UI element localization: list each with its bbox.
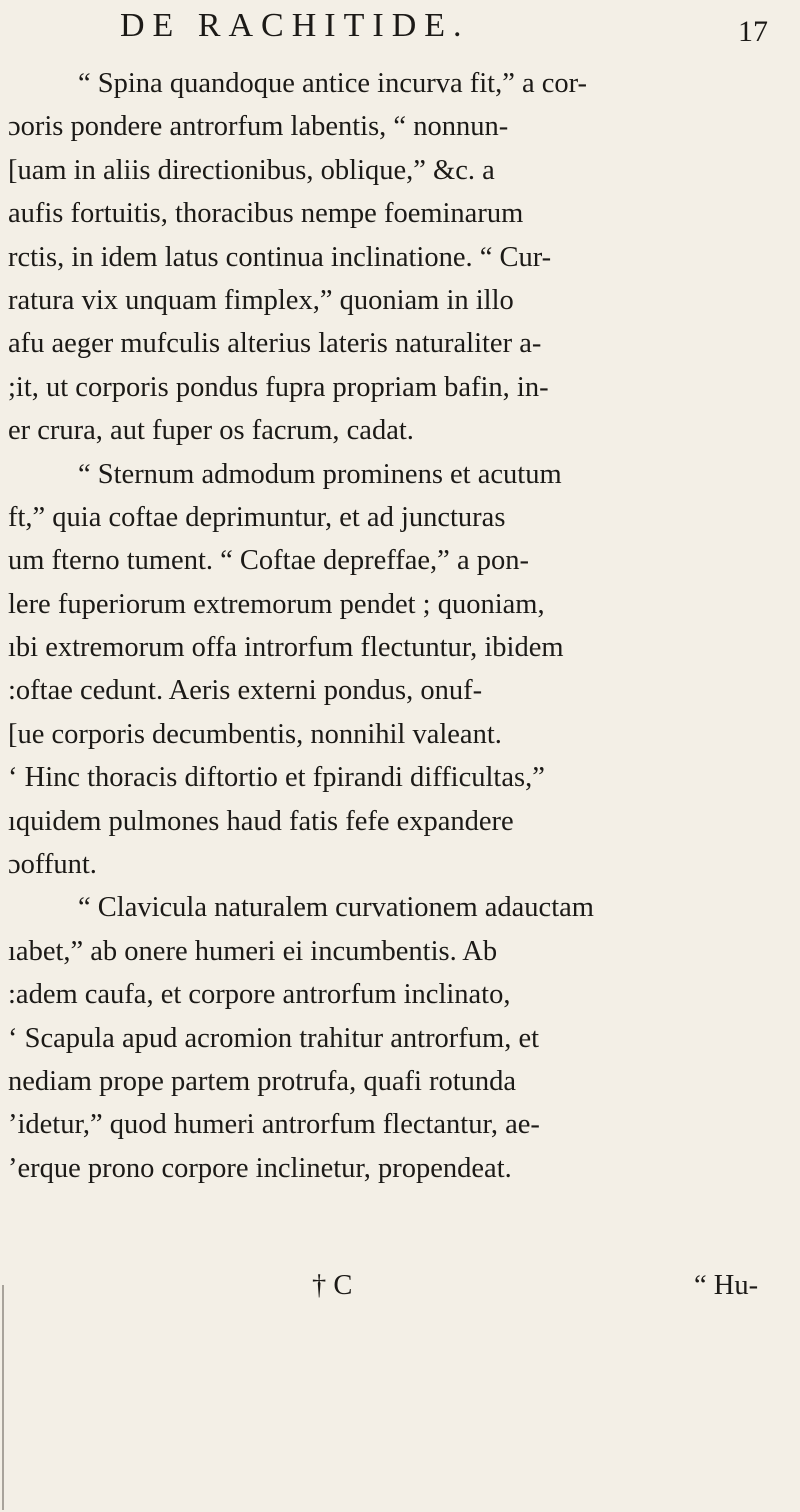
- text-line: rctis, in idem latus continua inclinatione. “ Cur-: [8, 241, 552, 273]
- text-line: ıbi extremorum offa introrfum flectuntur, ibidem: [8, 632, 564, 664]
- text-line: :adem caufa, et corpore antrorfum inclinato,: [8, 979, 511, 1011]
- text-line: [ue corporis decumbentis, nonnihil valeant.: [8, 718, 502, 750]
- catchword: “ Hu-: [694, 1270, 759, 1301]
- running-head: [0, 4, 800, 48]
- text-line: afu aeger mufculis alterius lateris naturaliter a-: [8, 328, 542, 360]
- text-line: “ Spina quandoque antice incurva fit,” a cor-: [78, 68, 588, 99]
- text-line: [uam in aliis directionibus, oblique,” &c. a: [8, 154, 495, 186]
- text-line: ʼidetur,” quod humeri antrorfum flectantur, ae-: [8, 1109, 540, 1141]
- text-line: ‘ Hinc thoracis diftortio et fpirandi difficultas,”: [8, 762, 545, 794]
- text-line: ratura vix unquam fimplex,” quoniam in illo: [8, 284, 514, 316]
- text-line: ɔoffunt.: [8, 849, 97, 881]
- text-line: ɔoris pondere antrorfum labentis, “ nonnun-: [8, 111, 509, 143]
- text-line: “ Clavicula naturalem curvationem adauctam: [78, 892, 594, 924]
- text-line: er crura, aut fuper os facrum, cadat.: [8, 415, 414, 447]
- text-line: nediam prope partem protrufa, quafi rotunda: [8, 1065, 517, 1097]
- page-number: 17: [738, 15, 768, 48]
- page-footer: [0, 1264, 800, 1308]
- text-line: ıabet,” ab onere humeri ei incumbentis. Ab: [8, 935, 498, 967]
- text-line: ft,” quia coftae deprimuntur, et ad juncturas: [8, 501, 506, 533]
- running-head-title: DE RACHITIDE.: [120, 7, 470, 44]
- text-line: um fterno tument. “ Coftae depreffae,” a pon-: [8, 545, 529, 577]
- text-line: “ Sternum admodum prominens et acutum: [78, 458, 562, 490]
- text-line: ıquidem pulmones haud fatis fefe expandere: [8, 805, 514, 837]
- binding-edge-line: [2, 1285, 4, 1510]
- text-line: lere fuperiorum extremorum pendet ; quoniam,: [8, 588, 545, 620]
- body-text: [0, 62, 800, 1190]
- text-line: ʼerque prono corpore inclinetur, propendeat.: [8, 1152, 512, 1184]
- text-line: :oftae cedunt. Aeris externi pondus, onuf-: [8, 675, 483, 707]
- text-line: ;it, ut corporis pondus fupra propriam bafin, in-: [8, 371, 549, 403]
- text-line: ‘ Scapula apud acromion trahitur antrorfum, et: [8, 1022, 540, 1054]
- signature-mark: † C: [312, 1270, 353, 1301]
- text-line: aufis fortuitis, thoracibus nempe foeminarum: [8, 198, 524, 230]
